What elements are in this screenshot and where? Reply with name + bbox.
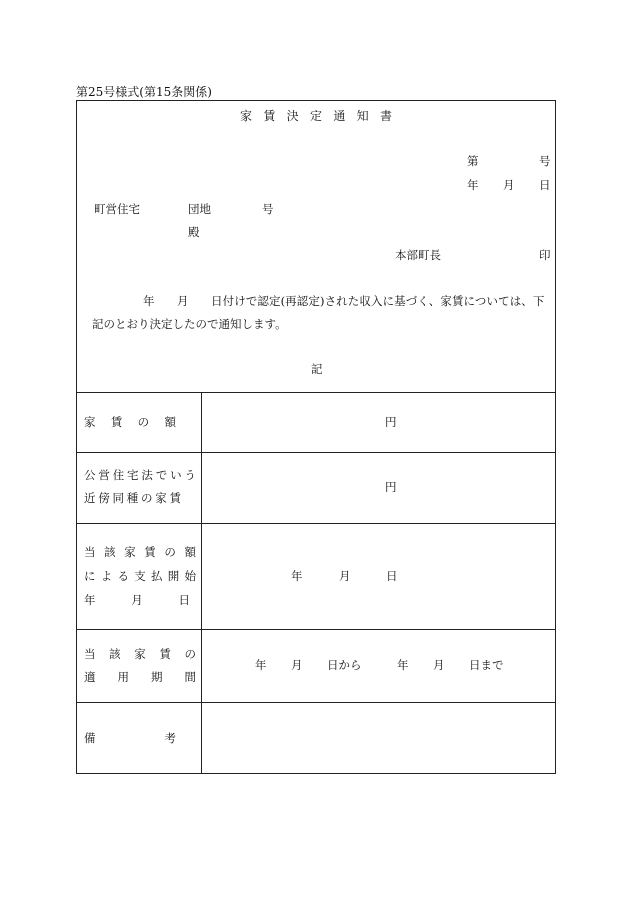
label-char: 近 bbox=[84, 491, 96, 505]
label-char: い bbox=[170, 468, 182, 482]
label-char: 額 bbox=[184, 545, 196, 559]
row-label-rent bbox=[84, 417, 176, 429]
unit-number-label: 号 bbox=[262, 202, 274, 216]
label-char: よ bbox=[100, 569, 113, 583]
label-char: 傍 bbox=[98, 491, 110, 505]
divider bbox=[76, 452, 556, 453]
label-char: 家 bbox=[124, 545, 136, 559]
row-label-period-line1 bbox=[84, 649, 196, 661]
label-char: に bbox=[84, 569, 96, 583]
addressee-suffix: 殿 bbox=[188, 225, 200, 239]
ki-mark: 記 bbox=[311, 362, 323, 376]
period-from-month: 月 bbox=[291, 658, 303, 672]
label-char: 賃 bbox=[110, 415, 123, 429]
period-to-year: 年 bbox=[397, 658, 409, 672]
label-char: 営 bbox=[98, 468, 110, 482]
label-char: の bbox=[184, 647, 196, 661]
label-char: の bbox=[141, 491, 153, 505]
row-label-payment-start-line3 bbox=[84, 595, 190, 607]
title-char: 家 bbox=[240, 109, 253, 123]
period-from-year: 年 bbox=[255, 658, 267, 672]
label-char: 住 bbox=[112, 468, 125, 482]
column-divider bbox=[201, 392, 202, 774]
body-month: 月 bbox=[177, 294, 189, 308]
title-char: 賃 bbox=[263, 109, 276, 123]
body-text-line2: 記のとおり決定したので通知します。 bbox=[92, 317, 287, 331]
start-date-day: 日 bbox=[386, 569, 398, 583]
label-char: 当 bbox=[84, 545, 96, 559]
period-to-month: 月 bbox=[433, 658, 445, 672]
label-char: 賃 bbox=[159, 647, 171, 661]
label-char: 法 bbox=[141, 468, 153, 482]
row-label-payment-start-line1 bbox=[84, 547, 196, 559]
period-from-day: 日から bbox=[327, 658, 362, 672]
label-char: る bbox=[117, 569, 129, 583]
label-char: 宅 bbox=[127, 468, 139, 482]
label-char: 種 bbox=[126, 491, 139, 505]
label-char: 該 bbox=[109, 647, 121, 661]
divider bbox=[76, 523, 556, 524]
divider bbox=[76, 629, 556, 630]
label-char: 賃 bbox=[169, 491, 181, 505]
row-label-nearby-rent-line2 bbox=[84, 493, 181, 505]
label-char: の bbox=[164, 545, 176, 559]
label-char: 用 bbox=[117, 670, 129, 684]
title-char: 定 bbox=[309, 109, 322, 123]
label-char: 開 bbox=[167, 569, 180, 583]
label-char: 支 bbox=[134, 569, 146, 583]
row-label-period-line2 bbox=[84, 672, 196, 684]
label-char: 月 bbox=[131, 593, 143, 607]
label-char: 公 bbox=[84, 468, 96, 482]
form-number: 第25号様式(第15条関係) bbox=[76, 85, 212, 99]
label-char: 家 bbox=[155, 491, 167, 505]
title-char: 書 bbox=[379, 109, 392, 123]
label-char: 間 bbox=[184, 670, 196, 684]
row-label-remarks bbox=[84, 733, 176, 745]
label-char: 適 bbox=[84, 670, 96, 684]
label-char: 賃 bbox=[144, 545, 156, 559]
title-char: 決 bbox=[286, 109, 299, 123]
estate-label: 団地 bbox=[188, 202, 211, 216]
label-char: 期 bbox=[151, 670, 163, 684]
label-char: 該 bbox=[104, 545, 116, 559]
date-year: 年 bbox=[467, 178, 479, 192]
divider bbox=[76, 392, 556, 393]
label-char: 備 bbox=[84, 731, 96, 745]
label-char: 考 bbox=[164, 731, 176, 745]
label-char: 始 bbox=[184, 569, 196, 583]
seal-mark: 印 bbox=[539, 248, 551, 262]
body-year: 年 bbox=[143, 294, 155, 308]
rent-value-unit: 円 bbox=[385, 415, 397, 429]
label-char: 年 bbox=[84, 593, 96, 607]
row-label-payment-start-line2 bbox=[84, 571, 196, 583]
divider bbox=[76, 702, 556, 703]
label-char: 払 bbox=[151, 569, 163, 583]
housing-label: 町営住宅 bbox=[94, 202, 140, 216]
label-char: の bbox=[137, 415, 150, 429]
start-date-year: 年 bbox=[291, 569, 303, 583]
label-char: 当 bbox=[84, 647, 96, 661]
number-suffix: 号 bbox=[539, 154, 551, 168]
row-label-nearby-rent-line1 bbox=[84, 470, 196, 482]
period-to-day: 日まで bbox=[469, 658, 504, 672]
issuer-name: 本部町長 bbox=[395, 248, 441, 262]
document-title bbox=[240, 110, 392, 122]
label-char: 額 bbox=[164, 415, 176, 429]
number-prefix: 第 bbox=[467, 154, 479, 168]
date-month: 月 bbox=[503, 178, 515, 192]
nearby-rent-value-unit: 円 bbox=[385, 480, 397, 494]
label-char: 家 bbox=[84, 415, 96, 429]
label-char: 同 bbox=[112, 491, 124, 505]
date-day: 日 bbox=[539, 178, 551, 192]
label-char: う bbox=[184, 468, 196, 482]
label-char: 日 bbox=[178, 593, 190, 607]
title-char: 通 bbox=[333, 109, 346, 123]
body-text-line1: 日付けで認定(再認定)された収入に基づく、家賃については、下 bbox=[211, 294, 545, 308]
label-char: 家 bbox=[134, 647, 146, 661]
label-char: で bbox=[155, 468, 168, 482]
start-date-month: 月 bbox=[339, 569, 351, 583]
title-char: 知 bbox=[356, 109, 369, 123]
